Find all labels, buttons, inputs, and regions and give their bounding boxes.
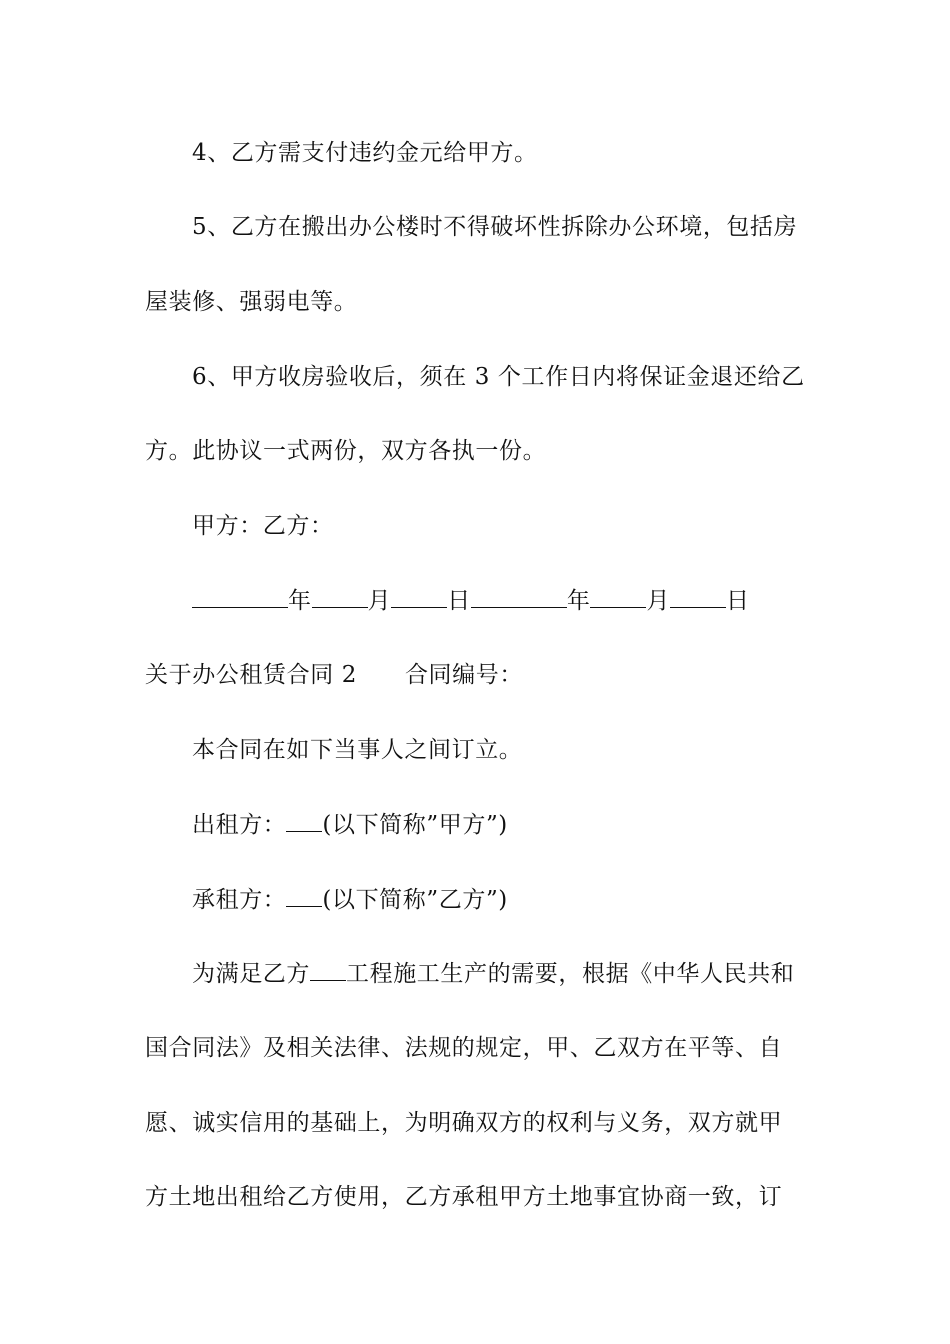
month-blank: [312, 585, 368, 608]
year-label-2: 年: [566, 588, 591, 614]
lessor-blank: [286, 809, 322, 832]
clause-4: 4、乙方需支付违约金元给甲方。: [192, 140, 538, 166]
day-label: 日: [447, 588, 471, 614]
contract-number-label: 合同编号：: [404, 662, 523, 688]
year-blank-2: [471, 585, 567, 608]
lessee-line: [192, 884, 812, 915]
lessor-label: 出租方：: [192, 812, 287, 838]
year-blank: [192, 585, 288, 608]
parties-intro: 本合同在如下当事人之间订立。: [192, 737, 523, 763]
lessor-alias: (以下简称”甲方”): [322, 812, 508, 838]
day-label-2: 日: [726, 588, 750, 614]
contract-heading: [145, 660, 815, 690]
preamble-line-4: 方土地出租给乙方使用，乙方承租甲方土地事宜协商一致，订: [145, 1184, 783, 1210]
month-blank-2: [590, 585, 646, 608]
signature-parties: 甲方：乙方：: [192, 513, 334, 539]
signature-dates: [192, 585, 812, 616]
lessee-label: 承租方：: [192, 887, 287, 913]
year-label: 年: [288, 588, 312, 614]
clause-6-line-1: 6、甲方收房验收后，须在 3 个工作日内将保证金退还给乙: [192, 364, 805, 390]
contract-title: 关于办公租赁合同 2: [145, 662, 357, 688]
project-blank: [310, 958, 346, 981]
clause-5-line-2: 屋装修、强弱电等。: [145, 289, 358, 315]
clause-5-line-1: 5、乙方在搬出办公楼时不得破坏性拆除办公环境，包括房: [192, 214, 798, 240]
clause-6-line-2: 方。此协议一式两份，双方各执一份。: [145, 438, 547, 464]
preamble-line-3: 愿、诚实信用的基础上，为明确双方的权利与义务，双方就甲: [145, 1110, 783, 1136]
lessee-alias: (以下简称”乙方”): [322, 887, 508, 913]
preamble-rest: 工程施工生产的需要，根据《中华人民共和: [346, 961, 795, 987]
month-label: 月: [367, 588, 392, 614]
preamble-line-1: [192, 958, 812, 989]
day-blank: [391, 585, 447, 608]
day-blank-2: [670, 585, 726, 608]
month-label-2: 月: [646, 588, 671, 614]
lessee-blank: [286, 884, 322, 907]
lessor-line: [192, 809, 812, 840]
preamble-start: 为满足乙方: [192, 961, 310, 987]
preamble-line-2: 国合同法》及相关法律、法规的规定，甲、乙双方在平等、自: [145, 1035, 783, 1061]
